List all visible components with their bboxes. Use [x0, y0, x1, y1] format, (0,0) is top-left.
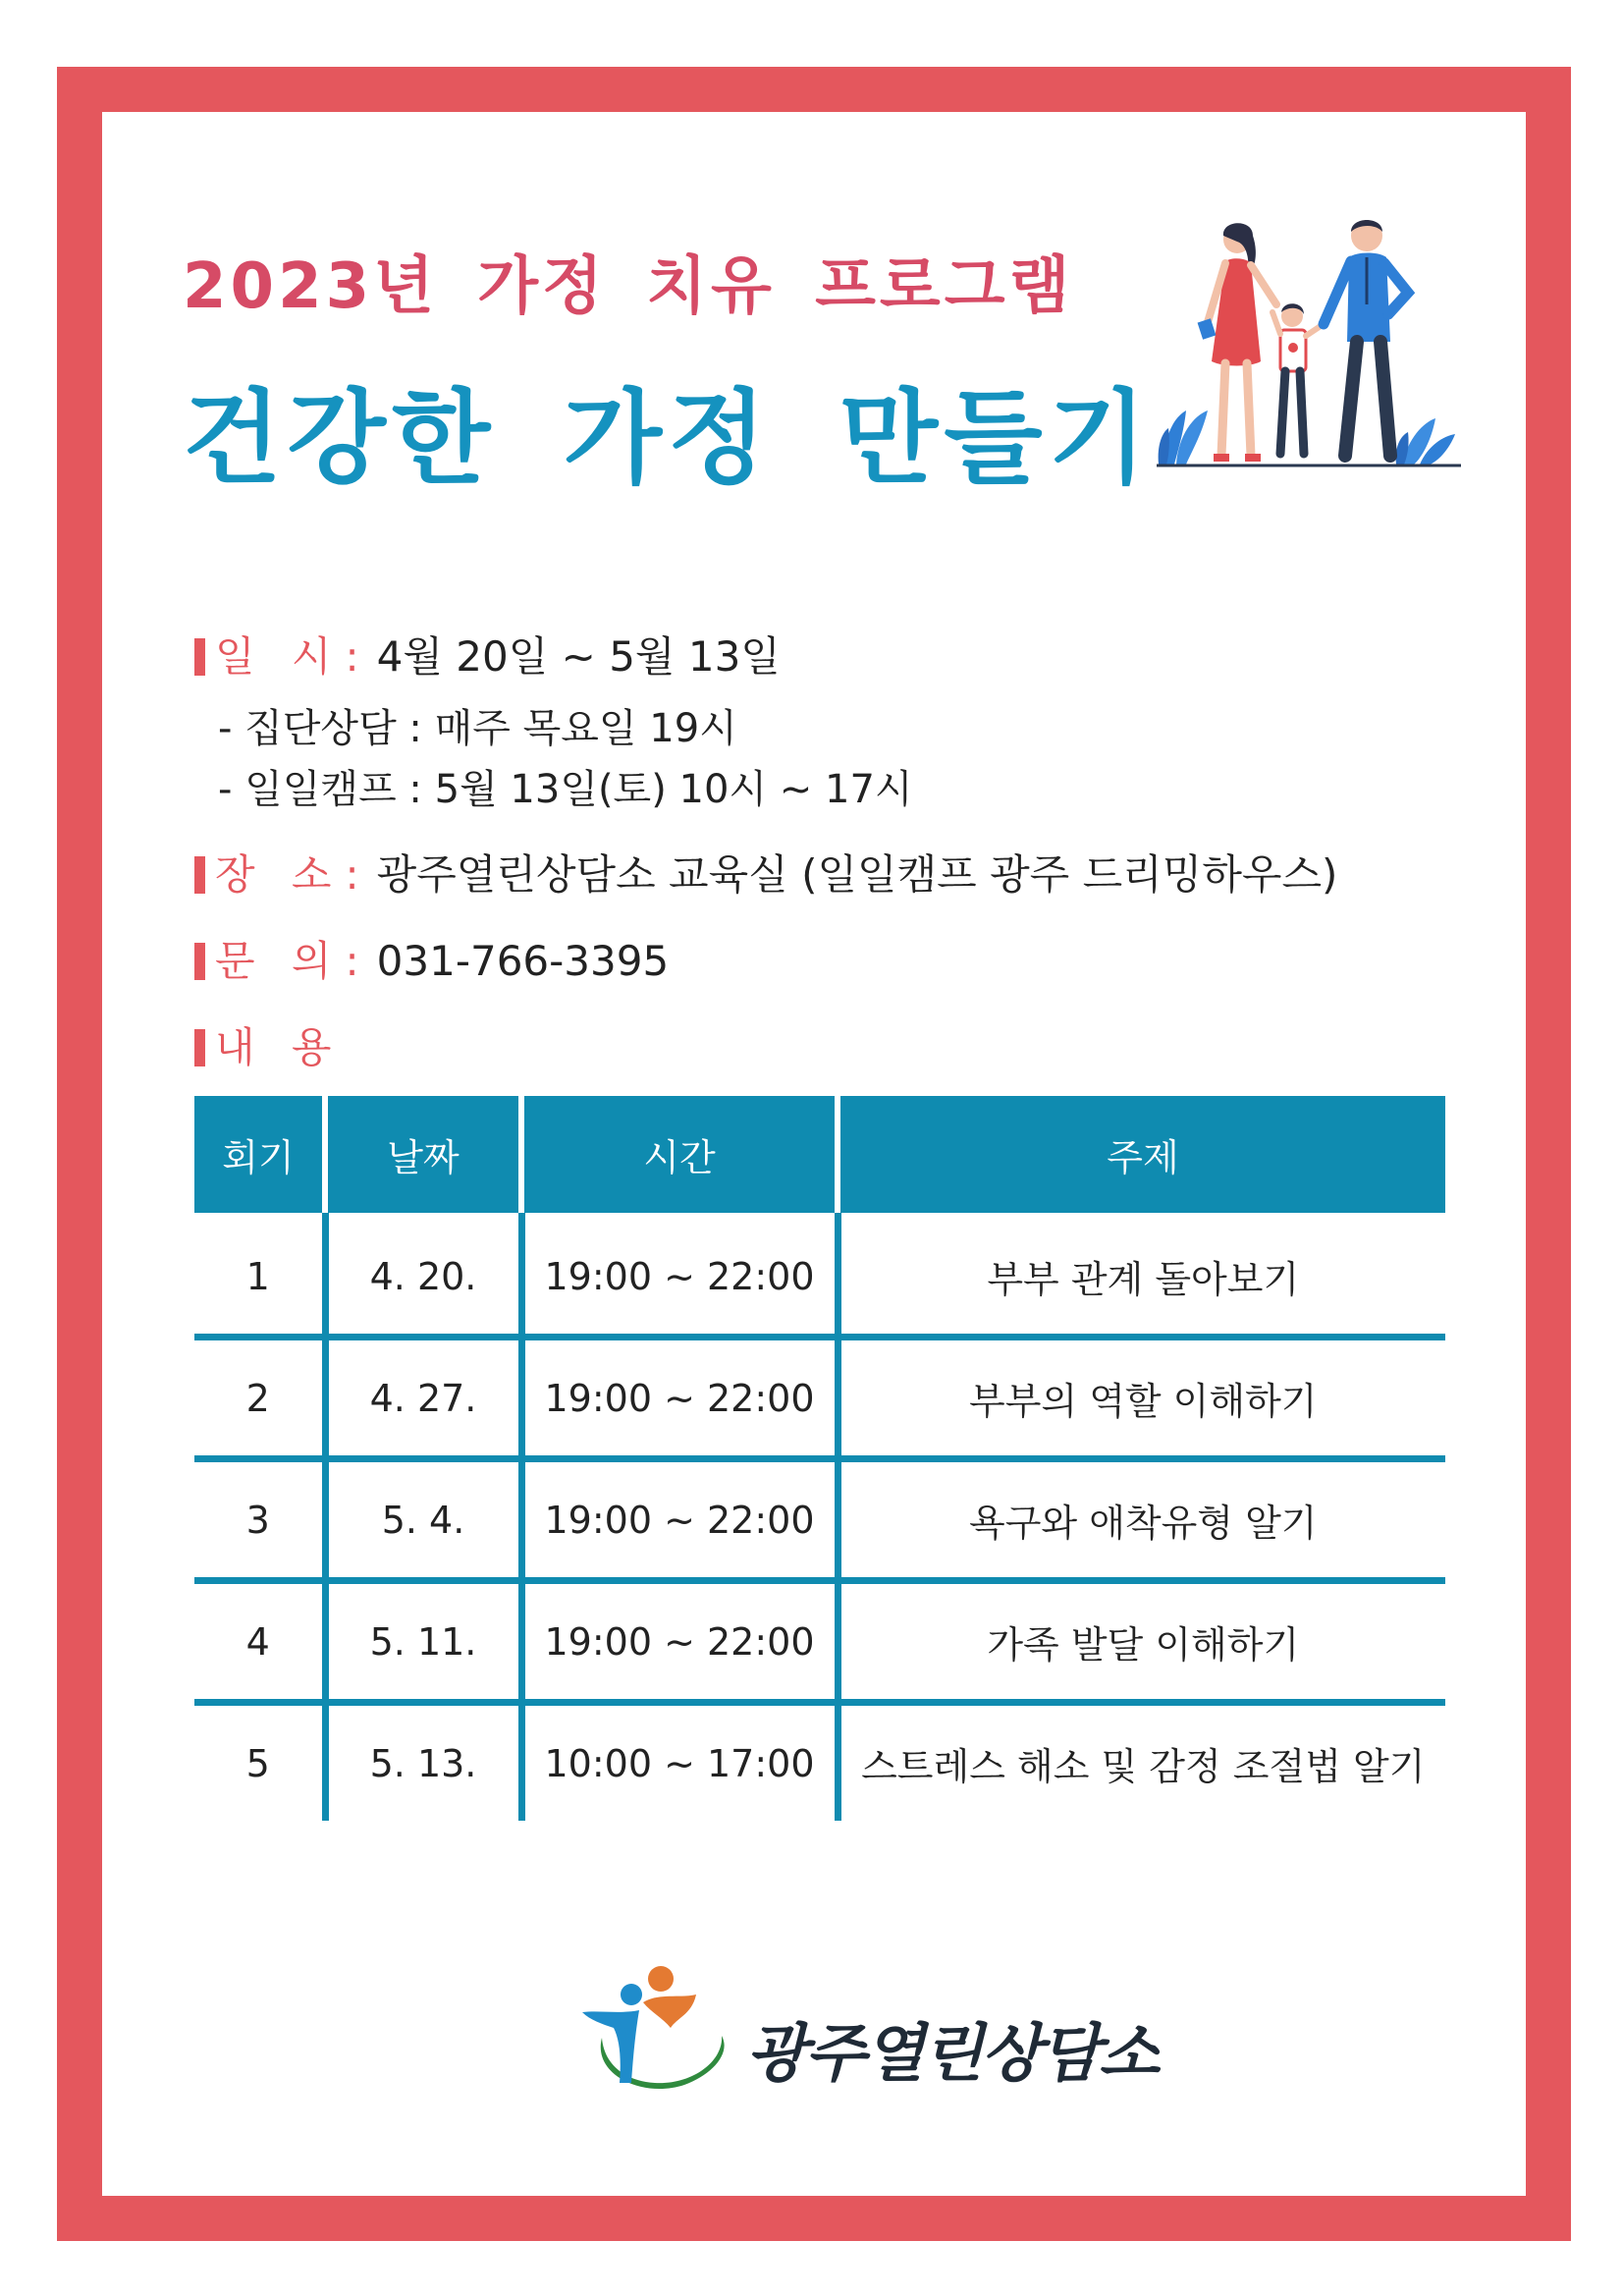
bullet-bar — [194, 1029, 205, 1066]
schedule-value: 4월 20일 ~ 5월 13일 — [376, 632, 781, 681]
program-title: 건강한 가정 만들기 — [183, 378, 1154, 498]
cell-session: 1 — [245, 1254, 270, 1298]
cell-time: 19:00 ~ 22:00 — [521, 1338, 838, 1459]
cell-topic: 부부 관계 돌아보기 — [838, 1216, 1445, 1338]
bullet-bar — [194, 638, 205, 676]
cell-date: 5. 13. — [325, 1703, 521, 1822]
cell-date: 5. 11. — [325, 1581, 521, 1703]
header-topic: 주제 — [838, 1096, 1445, 1216]
cell-time: 19:00 ~ 22:00 — [521, 1581, 838, 1703]
schedule-label: 일 시 — [215, 632, 344, 681]
cell-session: 4 — [194, 1581, 325, 1703]
table-row — [194, 1703, 1445, 1822]
cell-topic: 가족 발달 이해하기 — [838, 1581, 1445, 1703]
table-row — [194, 1216, 1445, 1338]
cell-time: 19:00 ~ 22:00 — [521, 1216, 838, 1338]
table-row — [194, 1338, 1445, 1459]
contact-label: 문 의 — [215, 937, 344, 985]
org-name: 광주열린상담소 — [746, 2017, 1158, 2091]
cell-date: 5. 4. — [325, 1459, 521, 1581]
cell-date: 4. 27. — [325, 1338, 521, 1459]
program-subtitle: 2023년 가정 치유 프로그램 — [183, 250, 1074, 323]
org-logo-icon — [574, 1959, 736, 2102]
family-illustration — [1157, 214, 1461, 471]
place-label: 장 소 — [215, 850, 344, 899]
table-row — [194, 1581, 1445, 1703]
contact-phone: 031-766-3395 — [376, 937, 670, 985]
cell-topic: 욕구와 애착유형 알기 — [838, 1459, 1445, 1581]
header-time: 시간 — [521, 1096, 838, 1216]
place-row: 장 소: 광주열린상담소 교육실 (일일캠프 광주 드리밍하우스) — [194, 843, 1337, 902]
cell-session: 2 — [194, 1338, 325, 1459]
group-counseling-item: - 집단상담 : 매주 목요일 19시 — [218, 706, 737, 751]
bullet-bar — [194, 856, 205, 894]
content-label: 내 용 — [215, 1023, 344, 1071]
contact-row: 문 의: 031-766-3395 — [194, 929, 669, 988]
table-header-row — [194, 1096, 1445, 1216]
cell-date: 4. 20. — [325, 1216, 521, 1338]
header-date: 날짜 — [325, 1096, 521, 1216]
day-camp-item: - 일일캠프 : 5월 13일(토) 10시 ~ 17시 — [218, 767, 913, 812]
header-session: 회기 — [194, 1096, 325, 1216]
cell-topic: 부부의 역할 이해하기 — [838, 1338, 1445, 1459]
cell-topic: 스트레스 해소 및 감정 조절법 알기 — [838, 1703, 1445, 1822]
cell-session: 3 — [194, 1459, 325, 1581]
cell-time: 10:00 ~ 17:00 — [521, 1703, 838, 1822]
bullet-bar — [194, 943, 205, 980]
content-row — [194, 1015, 344, 1074]
cell-session: 5 — [194, 1703, 325, 1822]
schedule-table — [194, 1096, 1445, 1821]
table-row — [194, 1459, 1445, 1581]
schedule-row: 일 시: 4월 20일 ~ 5월 13일 — [194, 625, 781, 683]
cell-time: 19:00 ~ 22:00 — [521, 1459, 838, 1581]
place-value: 광주열린상담소 교육실 (일일캠프 광주 드리밍하우스) — [376, 850, 1338, 899]
